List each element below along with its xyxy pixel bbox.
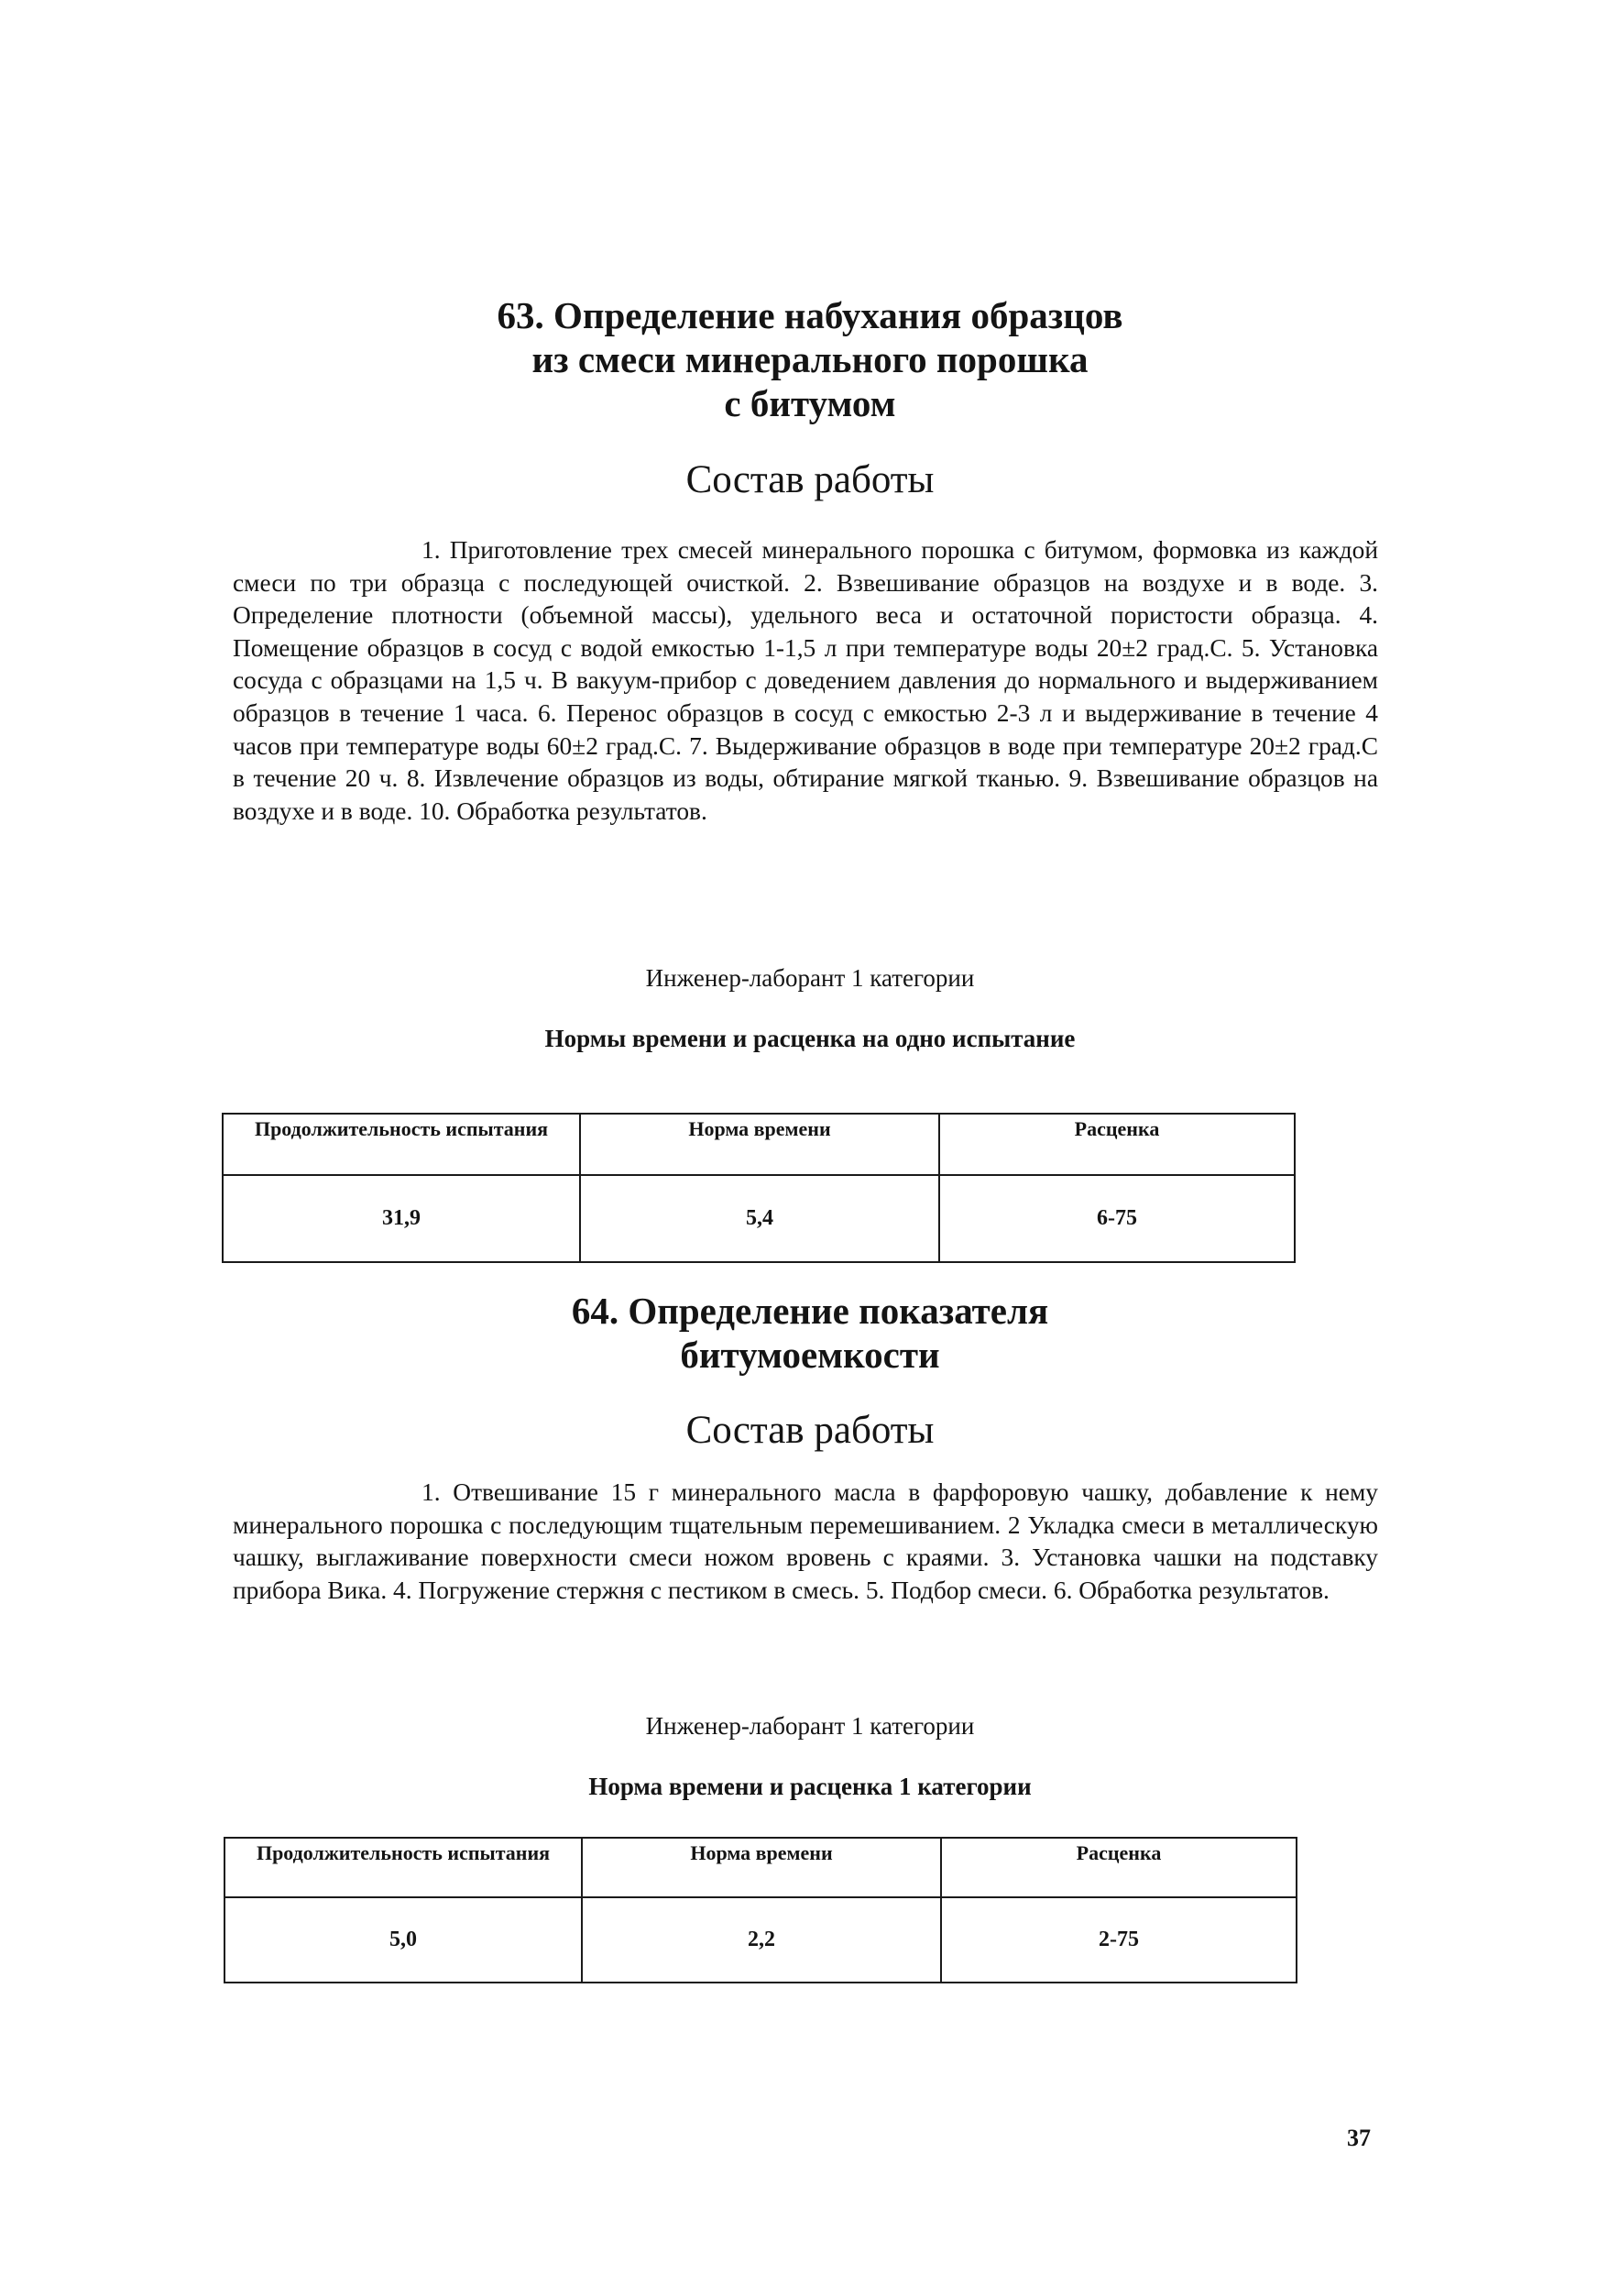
table-header-row: [223, 1114, 1295, 1175]
table-header-duration: Продолжительность испытания: [224, 1838, 582, 1897]
table-header-time-norm: Норма времени: [580, 1114, 939, 1175]
section-63-title-line: 63. Определение набухания образцов: [497, 294, 1123, 336]
table-cell-time-norm: 5,4: [580, 1175, 939, 1262]
section-63-norm-table: [222, 1113, 1296, 1263]
section-63-title-line: из смеси минерального порошка: [531, 338, 1089, 380]
section-64-title: [0, 1289, 1620, 1377]
table-header-rate: Расценка: [941, 1838, 1297, 1897]
table-cell-rate: 6-75: [939, 1175, 1295, 1262]
section-63-title-line: с битумом: [724, 382, 896, 424]
table-header-time-norm: Норма времени: [582, 1838, 941, 1897]
section-64-subtitle: Состав работы: [685, 1409, 935, 1452]
table-cell-duration: 5,0: [224, 1897, 582, 1983]
table-header-row: [224, 1838, 1297, 1897]
table-cell-duration: 31,9: [223, 1175, 580, 1262]
section-64-title-line: 64. Определение показателя: [571, 1290, 1049, 1332]
section-63-title: [0, 293, 1620, 425]
section-63-body: 1. Приготовление трех смесей минерального порошка с битумом, формовка из каждой смеси по три образца с последующей очисткой. 2. Взвешивание образцов на воздухе и в воде. 3. Определение плотности (объемной массы), удельного веса и остаточной пористости образца. 4. Помещение образцов в сосуд с водой емкостью 1-1,5 л при температуре воды 20±2 град.С. 5. Установка сосуда с образцами на 1,5 ч. В вакуум-прибор с доведением давления до нормального и выдерживанием образцов в течение 1 часа. 6. Перенос образцов в сосуд с емкостью 2-3 л и выдерживание в течение 4 часов при температуре воды 60±2 град.С. 7. Выдерживание образцов в воде при температуре 20±2 град.С в течение 20 ч. 8. Извлечение образцов из воды, обтирание мягкой тканью. 9. Взвешивание образцов на воздухе и в воде. 10. Обработка результатов.: [233, 536, 1378, 825]
section-64-norm-table: [224, 1837, 1297, 1983]
section-63-norm-heading: Нормы времени и расценка на одно испытание: [544, 1025, 1076, 1052]
table-cell-time-norm: 2,2: [582, 1897, 941, 1983]
section-64-norm-heading: Норма времени и расценка 1 категории: [588, 1773, 1032, 1800]
section-64-body: 1. Отвешивание 15 г минерального масла в фарфоровую чашку, добавление к нему минерального порошка с последующим тщательным перемешиванием. 2 Укладка смеси в металлическую чашку, выглаживание поверхности смеси ножом вровень с краями. 3. Установка чашки на подставку прибора Вика. 4. Погружение стержня с пестиком в смесь. 5. Подбор смеси. 6. Обработка результатов.: [233, 1478, 1378, 1604]
section-64-category: Инженер-лаборант 1 категории: [645, 1712, 975, 1740]
section-63-subtitle: Состав работы: [685, 458, 935, 501]
table-row: [224, 1897, 1297, 1983]
table-header-duration: Продолжительность испытания: [223, 1114, 580, 1175]
table-cell-rate: 2-75: [941, 1897, 1297, 1983]
table-header-rate: Расценка: [939, 1114, 1295, 1175]
page-number: 37: [1347, 2125, 1371, 2151]
section-63-category: Инженер-лаборант 1 категории: [645, 964, 975, 992]
table-row: [223, 1175, 1295, 1262]
section-64-title-line: битумоемкости: [680, 1334, 940, 1376]
